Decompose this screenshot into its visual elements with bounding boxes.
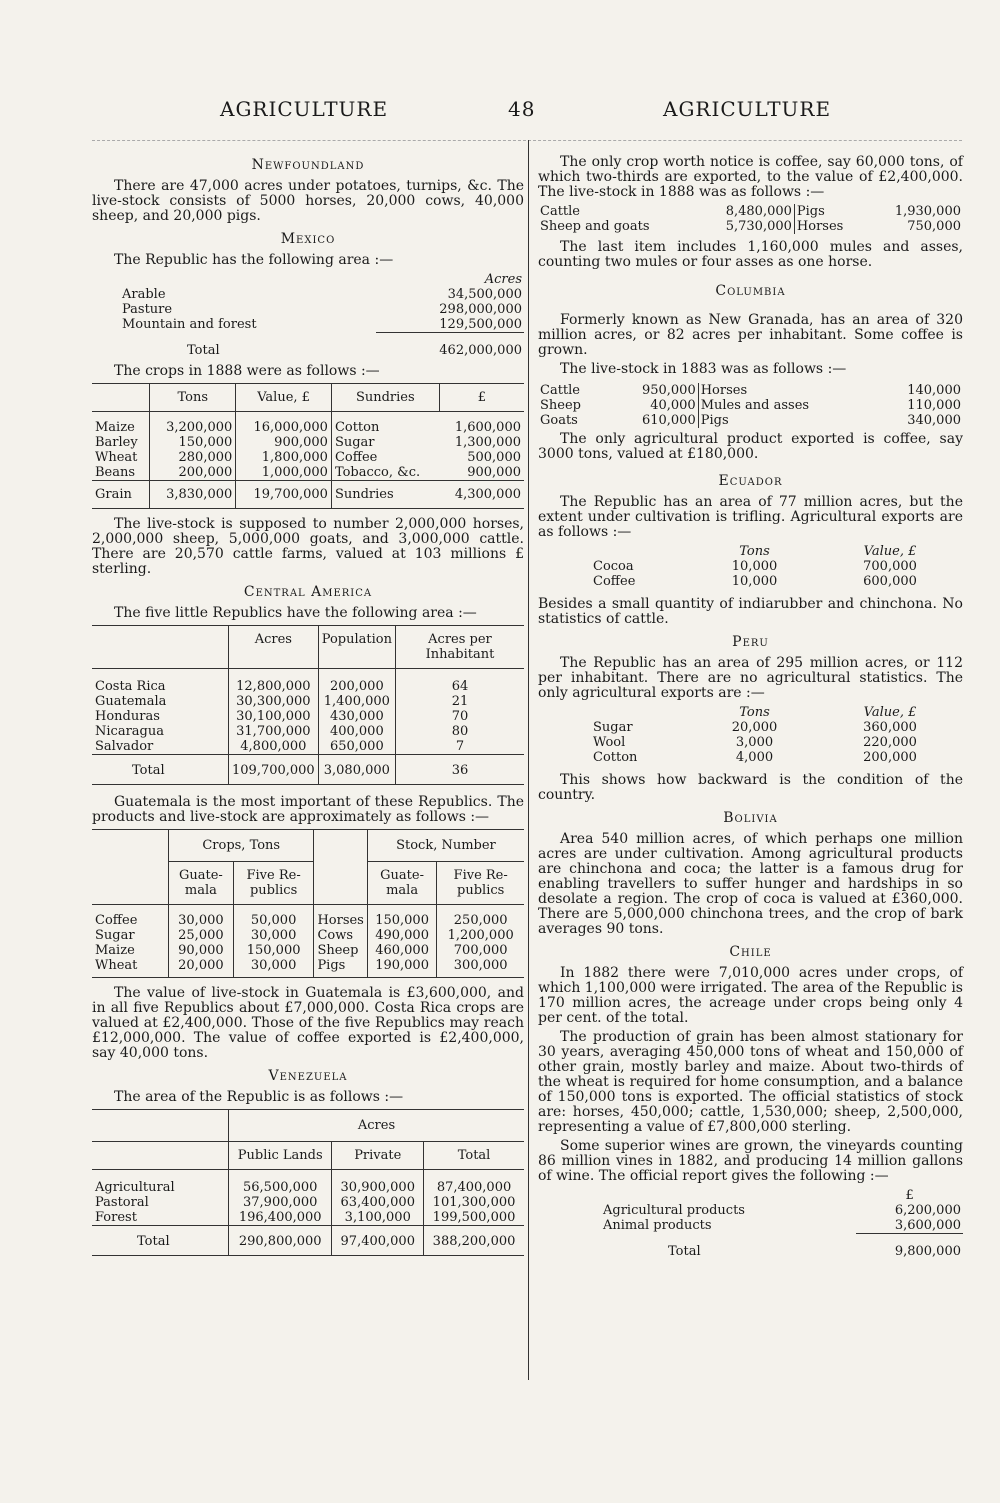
table-row: Pasture 298,000,000 [122,302,522,317]
table-row: Cattle 8,480,000 Pigs 1,930,000 [540,204,961,219]
paragraph: The Republic has an area of 295 million acres, or 112 per inhabitant. There are no agricultural statistics. The only agricultural exports are :— [538,655,963,701]
mexico-area-table [92,272,524,358]
paragraph: The value of live-stock in Guatemala is £3,600,000, and in all five Republics about £7,000,000. Costa Rica crops are valued at £2,400,000. Those of the five Republics may reach £12,000,000. The value of coffee exported is £2,400,000, say 40,000 tons. [92,985,524,1061]
section-title: Ecuador [718,473,783,489]
table-row: Agricultural products 6,200,000 [603,1203,961,1218]
table-row: Beans 200,000 1,000,000 Tobacco, &c. 900,000 [95,465,521,480]
paragraph: Some superior wines are grown, the vineyards counting 86 million vines in 1882, and producing 14 million gallons of wine. The official report gives the following :— [538,1138,963,1184]
paragraph: The production of grain has been almost stationary for 30 years, averaging 450,000 tons of wheat and 150,000 of other grain, mostly barley and maize. About two-thirds of the wheat is required for home consumption, and a balance of 150,000 tons is exported. The official statistics of stock are: horses, 450,000; cattle, 1,530,000; sheep, 2,500,000, representing a value of £7,800,000 sterling. [538,1029,963,1135]
table-row: Sugar 25,000 30,000 Cows 490,000 1,200,000 [92,928,524,943]
paragraph: The crops in 1888 were as follows :— [114,363,380,379]
paragraph: The Republic has an area of 77 million acres, but the extent under cultivation is trifling. Agricultural exports are as follows :— [538,494,963,540]
section-title: Bolivia [723,810,778,826]
section-title: Central America [243,584,373,600]
ecuador-exports-table: Tons Value, £ Cocoa 10,000 700,000 Coffee 10,000 600,000 [538,544,963,589]
running-head-left: AGRICULTURE [220,97,389,121]
table-row: Wheat 20,000 30,000 Pigs 190,000 300,000 [92,958,524,978]
table-row: Arable 34,500,000 [122,287,522,302]
mexico-crops-table: Tons Value, £ Sundries £ Maize 3,200,000 16,000,000 Cotton 1,600,000 Barley 150,000 900,000 Sugar 1,300,000 Wheat 280,000 1,800,000 Coffee 500,000 Beans 200,000 1,000,000 Tobacco, &c. 900,000 Grain 3,830,000 19,700,000 Sundries 4,300,000 [92,383,524,509]
paragraph: The live-stock in 1883 was as follows :— [560,361,847,377]
table-total: Grain 3,830,000 19,700,000 Sundries 4,300,000 [92,481,524,509]
table-row: Barley 150,000 900,000 Sugar 1,300,000 [95,435,521,450]
paragraph: The area of the Republic is as follows :— [114,1089,404,1105]
section-title: Peru [732,634,769,650]
table-row: Agricultural 56,500,000 30,900,000 87,400,000 [92,1170,524,1196]
table-row: Coffee 10,000 600,000 [593,574,917,589]
peru-exports-table: Tons Value, £ Sugar 20,000 360,000 Wool 3,000 220,000 Cotton 4,000 200,000 [538,705,963,765]
page-number: 48 [508,97,536,121]
table-row: Coffee 30,000 50,000 Horses 150,000 250,000 [92,905,524,929]
columbia-stock-table [538,383,963,428]
paragraph: This shows how backward is the condition of the country. [538,772,963,803]
table-row: Cocoa 10,000 700,000 [593,559,917,574]
central-america-area-table: Acres Population Acres per Inhabitant Costa Rica 12,800,000 200,000 64 Guatemala 30,300,000 1,400,000 21 Honduras 30,100,000 430,000 70 Nicaragua 31,700,000 400,000 80 Salvador 4,800,000 650,000 7 Total 109,700,000 3,080,000 36 [92,625,524,785]
table-row: Mountain and forest 129,500,000 [122,317,522,332]
unit-label: Acres [484,272,522,287]
chile-value-table: £ Agricultural products 6,200,000 Animal products 3,600,000 Total 9,800,000 [538,1188,963,1259]
paragraph: Area 540 million acres, of which perhaps one million acres are under cultivation. Among agricultural products are chinchona and coca; the latter is a famous drug for enabling travellers to suffer hunger and hardships in so desolate a region. The crop of coca is valued at £360,000. There are 5,000,000 chinchona trees, and the crop of bark averages 90 tons. [538,831,963,937]
section-title: Mexico [280,231,336,247]
table-row: Costa Rica 12,800,000 200,000 64 [92,669,524,695]
table-total: Total 109,700,000 3,080,000 36 [92,755,524,785]
venezuela-stock-table [538,204,963,234]
section-title: Newfoundland [251,157,365,173]
running-head-right: AGRICULTURE [663,97,832,121]
paragraph: Besides a small quantity of indiarubber and chinchona. No statistics of cattle. [538,596,963,627]
table-row: Sheep and goats 5,730,000 Horses 750,000 [540,219,961,234]
paragraph: The live-stock is supposed to number 2,000,000 horses, 2,000,000 sheep, 5,000,000 goats, and 3,000,000 cattle. There are 20,570 cattle farms, valued at 103 millions £ sterling. [92,516,524,577]
venezuela-area-table: Acres Public Lands Private Total Agricultural 56,500,000 30,900,000 87,400,000 Pastoral 37,900,000 63,400,000 101,300,000 Forest 196,400,000 3,100,000 199,500,000 Total 290,800,000 97,400,000 388,200,000 [92,1109,524,1256]
paragraph: In 1882 there were 7,010,000 acres under crops, of which 1,100,000 were irrigated. The area of the Republic is 170 million acres, the acreage under crops being only 4 per cent. of the total. [538,965,963,1026]
table-row: Forest 196,400,000 3,100,000 199,500,000 [92,1210,524,1226]
table-row: Wheat 280,000 1,800,000 Coffee 500,000 [95,450,521,465]
paragraph: The Republic has the following area :— [114,252,394,268]
section-title: Chile [729,944,772,960]
section-title: Columbia [715,283,786,299]
table-row: Salvador 4,800,000 650,000 7 [92,739,524,755]
table-row: Goats 610,000 Pigs 340,000 [540,413,961,428]
table-row: Wool 3,000 220,000 [593,735,917,750]
paragraph: Guatemala is the most important of these Republics. The products and live-stock are approximately as follows :— [92,794,524,825]
table-total: Total 290,800,000 97,400,000 388,200,000 [92,1226,524,1256]
guatemala-stock-table: Crops, Tons Stock, Number Guate-mala Five Re-publics Guate-mala Five Re-publics Coffee 30,000 50,000 Horses 150,000 250,000 Sugar 25,000 30,000 Cows 490,000 1,200,000 Maize 90,000 150,000 Sheep 460,000 700,000 Wheat 20,000 30,000 Pigs 190,000 300,000 [92,829,524,978]
paragraph: The only crop worth notice is coffee, say 60,000 tons, of which two-thirds are exported, to the value of £2,400,000. The live-stock in 1888 was as follows :— [538,154,963,200]
paragraph: The only agricultural product exported is coffee, say 3000 tons, valued at £180,000. [538,431,963,462]
right-column [538,155,963,1259]
table-row: Pastoral 37,900,000 63,400,000 101,300,000 [92,1195,524,1210]
table-row: Cotton 4,000 200,000 [593,750,917,765]
table-row: Sugar 20,000 360,000 [593,720,917,735]
paragraph: Formerly known as New Granada, has an area of 320 million acres, or 82 acres per inhabitant. Some coffee is grown. [538,312,963,358]
table-row: Animal products 3,600,000 [603,1218,961,1233]
section-title: Venezuela [268,1068,348,1084]
paragraph: The last item includes 1,160,000 mules and asses, counting two mules or four asses as one horse. [538,239,963,270]
left-column [92,150,524,1256]
table-row: Cattle 950,000 Horses 140,000 [540,383,961,398]
table-row: Honduras 30,100,000 430,000 70 [92,709,524,724]
paragraph: The five little Republics have the following area :— [114,605,477,621]
table-total: Total 9,800,000 [538,1234,963,1260]
table-row: Guatemala 30,300,000 1,400,000 21 [92,694,524,709]
table-row: Nicaragua 31,700,000 400,000 80 [92,724,524,739]
header-rule [92,140,962,141]
column-divider [528,140,529,1380]
paragraph: There are 47,000 acres under potatoes, turnips, &c. The live-stock consists of 5000 horses, 20,000 cows, 40,000 sheep, and 20,000 pigs. [92,178,524,224]
table-row: Maize 90,000 150,000 Sheep 460,000 700,000 [92,943,524,958]
table-row: Maize 3,200,000 16,000,000 Cotton 1,600,000 [92,412,524,436]
table-total: Total 462,000,000 [92,333,524,359]
table-row: Sheep 40,000 Mules and asses 110,000 [540,398,961,413]
